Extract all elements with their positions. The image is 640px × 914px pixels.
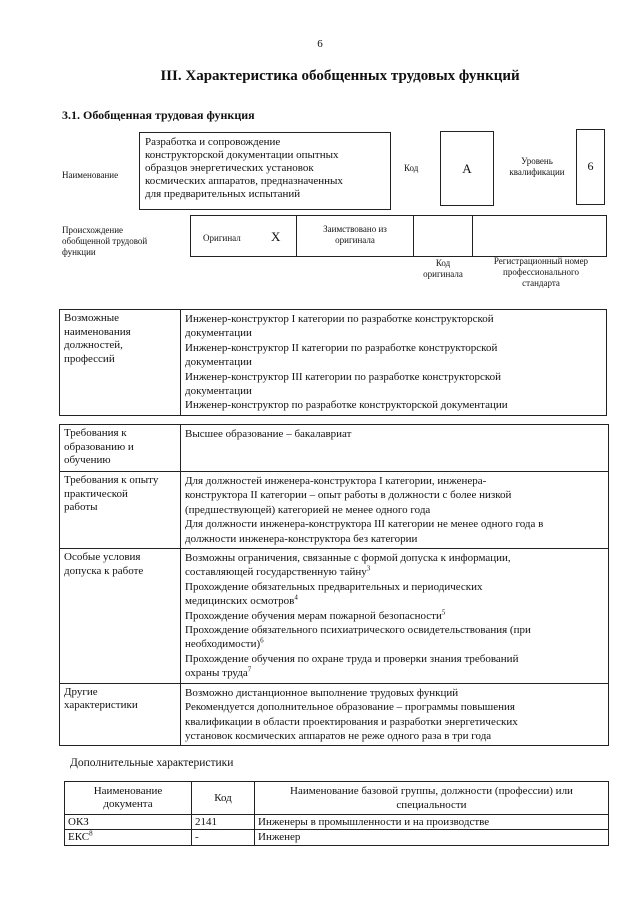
additional-title: Дополнительные характеристики	[70, 757, 234, 769]
value-line	[185, 565, 604, 579]
positions-label	[60, 310, 181, 416]
value-line: Возможны ограничения, связанные с формой допуска к информации,	[185, 552, 511, 565]
value-line: установок космических аппаратов не реже одного раза в три года	[185, 729, 492, 742]
education-label	[60, 425, 181, 472]
value-line: Прохождение обязательных предварительных и периодических	[185, 580, 483, 593]
label-line: Требования к опыту	[64, 474, 159, 486]
label-line: Возможные	[64, 312, 119, 324]
doc-text: ЕКС	[68, 831, 90, 844]
value-text: необходимости)	[185, 638, 261, 651]
function-name-line: для предварительных испытаний	[145, 188, 301, 200]
requirement-row-admission	[60, 549, 609, 684]
admission-value	[181, 549, 609, 684]
caption-line: оригинала	[423, 269, 463, 279]
code-label: Код	[404, 163, 419, 173]
footnote-ref: 8	[89, 829, 93, 838]
code-box	[440, 131, 494, 206]
section-title: III. Характеристика обобщенных трудовых функций	[160, 68, 520, 84]
function-name-line: конструкторской документации опытных	[145, 149, 339, 161]
additional-header-row	[65, 782, 609, 815]
group-name-cell: Инженеры в промышленности и на производстве	[255, 815, 609, 830]
label-line: допуска к работе	[64, 564, 144, 577]
name-label: Наименование	[62, 170, 119, 180]
original-cell	[190, 215, 297, 257]
footnote-ref: 3	[366, 564, 371, 573]
other-value	[181, 683, 609, 746]
label-line: должностей,	[64, 339, 123, 351]
origin-label-line: Происхождение	[62, 225, 124, 235]
position-line: документации	[185, 327, 252, 340]
header-code: Код	[192, 782, 255, 815]
subsection-title: 3.1. Обобщенная трудовая функция	[62, 108, 255, 122]
admission-label	[60, 549, 181, 684]
function-name-box	[139, 132, 391, 210]
label-line: наименования	[64, 325, 131, 338]
label-line: практической	[64, 487, 128, 500]
positions-value	[181, 310, 607, 416]
original-code-cell	[413, 215, 473, 257]
requirement-row-education	[60, 425, 609, 472]
position-line: Инженер-конструктор II категории по разработке конструкторской	[185, 341, 498, 354]
value-line: Прохождение обучения по охране труда и проверки знания требований	[185, 652, 519, 665]
value-text: составляющей государственную тайну	[185, 566, 367, 579]
level-label	[504, 156, 570, 178]
footnote-ref: 5	[441, 608, 446, 616]
doc-cell: ОКЗ	[65, 815, 192, 830]
label-line: образованию и	[64, 440, 134, 453]
value-line	[185, 666, 604, 680]
label-line: характеристики	[64, 699, 138, 712]
borrowed-line: оригинала	[335, 235, 375, 245]
value-line: (предшествующей) категорией не менее одного года	[185, 503, 431, 516]
origin-label-line: обобщенной трудовой	[62, 236, 148, 246]
value-line: Прохождение обязательного психиатрического освидетельствования (при	[185, 624, 531, 637]
code-cell: 2141	[192, 815, 255, 830]
function-name-line: образцов энергетических установок	[145, 162, 314, 174]
value-line: Возможно дистанционное выполнение трудовых функций	[185, 686, 459, 699]
label-line: Требования к	[64, 427, 127, 439]
value-line: Для должности инженера-конструктора III категории не менее одного года в	[185, 518, 544, 531]
registration-caption	[478, 256, 604, 289]
caption-line: стандарта	[522, 278, 560, 288]
original-code-caption	[413, 258, 473, 280]
value-line: квалификации в области проектирования и разработки энергетических	[185, 715, 518, 728]
caption-line: Регистрационный номер	[493, 256, 589, 266]
group-name-cell: Инженер	[255, 830, 609, 845]
positions-table	[59, 309, 607, 416]
position-line: Инженер-конструктор III категории по разработке конструкторской	[185, 370, 502, 383]
borrowed-cell	[296, 215, 414, 257]
footnote-ref: 7	[247, 665, 252, 674]
value-line	[185, 609, 604, 623]
function-name-line: космических аппаратов, предназначенных	[145, 175, 343, 187]
other-label	[60, 683, 181, 746]
label-line: Другие	[64, 685, 98, 698]
page-number: 6	[317, 38, 323, 50]
level-value: 6	[587, 159, 594, 173]
value-line: Высшее образование – бакалавриат	[185, 428, 352, 440]
position-line: Инженер-конструктор I категории по разработке конструкторской	[185, 313, 494, 325]
position-line: Инженер-конструктор по разработке конструкторской документации	[185, 399, 508, 412]
additional-table	[64, 781, 609, 846]
origin-label	[62, 225, 147, 258]
level-box	[576, 129, 605, 205]
caption-line: профессионального	[503, 267, 579, 277]
value-line	[185, 594, 604, 608]
footnote-ref: 6	[260, 636, 264, 645]
positions-row	[60, 310, 607, 416]
original-mark: Х	[271, 229, 281, 244]
registration-number-cell	[472, 215, 607, 257]
requirement-row-experience	[60, 472, 609, 549]
caption-line: Код	[435, 258, 451, 268]
borrowed-line: Заимствовано из	[323, 224, 387, 234]
education-value	[181, 425, 609, 472]
position-line: документации	[185, 385, 252, 398]
experience-value	[181, 472, 609, 549]
level-label-line: Уровень	[521, 156, 553, 166]
value-line: должности инженера-конструктора без категории	[185, 532, 418, 545]
label-line: работы	[64, 501, 98, 513]
requirement-row-other	[60, 683, 609, 746]
footnote-ref: 4	[294, 593, 298, 602]
value-line: Рекомендуется дополнительное образование – программы повышения	[185, 701, 515, 714]
experience-label	[60, 472, 181, 549]
value-text: медицинских осмотров	[185, 595, 295, 608]
function-name-line: Разработка и сопровождение	[145, 136, 281, 148]
requirements-table	[59, 424, 609, 746]
original-label: Оригинал	[203, 233, 241, 243]
label-line: Особые условия	[64, 551, 141, 564]
value-text: Прохождение обучения мерам пожарной безопасности	[185, 609, 442, 622]
code-value: А	[462, 161, 472, 176]
level-label-line: квалификации	[509, 167, 565, 177]
position-line: документации	[185, 356, 252, 369]
doc-cell	[65, 830, 192, 845]
header-document: Наименование документа	[65, 782, 192, 815]
value-line: конструктора II категории – опыт работы в должности с более низкой	[185, 489, 512, 502]
header-group-name: Наименование базовой группы, должности (профессии) или специальности	[255, 782, 609, 815]
label-line: обучению	[64, 454, 111, 466]
additional-row	[65, 815, 609, 830]
origin-label-line: функции	[62, 247, 96, 257]
value-line: Для должностей инженера-конструктора I категории, инженера-	[185, 475, 487, 487]
code-cell: -	[192, 830, 255, 845]
value-text: охраны труда	[185, 667, 248, 680]
additional-row	[65, 830, 609, 845]
label-line: профессий	[64, 352, 115, 365]
value-line	[185, 637, 604, 651]
